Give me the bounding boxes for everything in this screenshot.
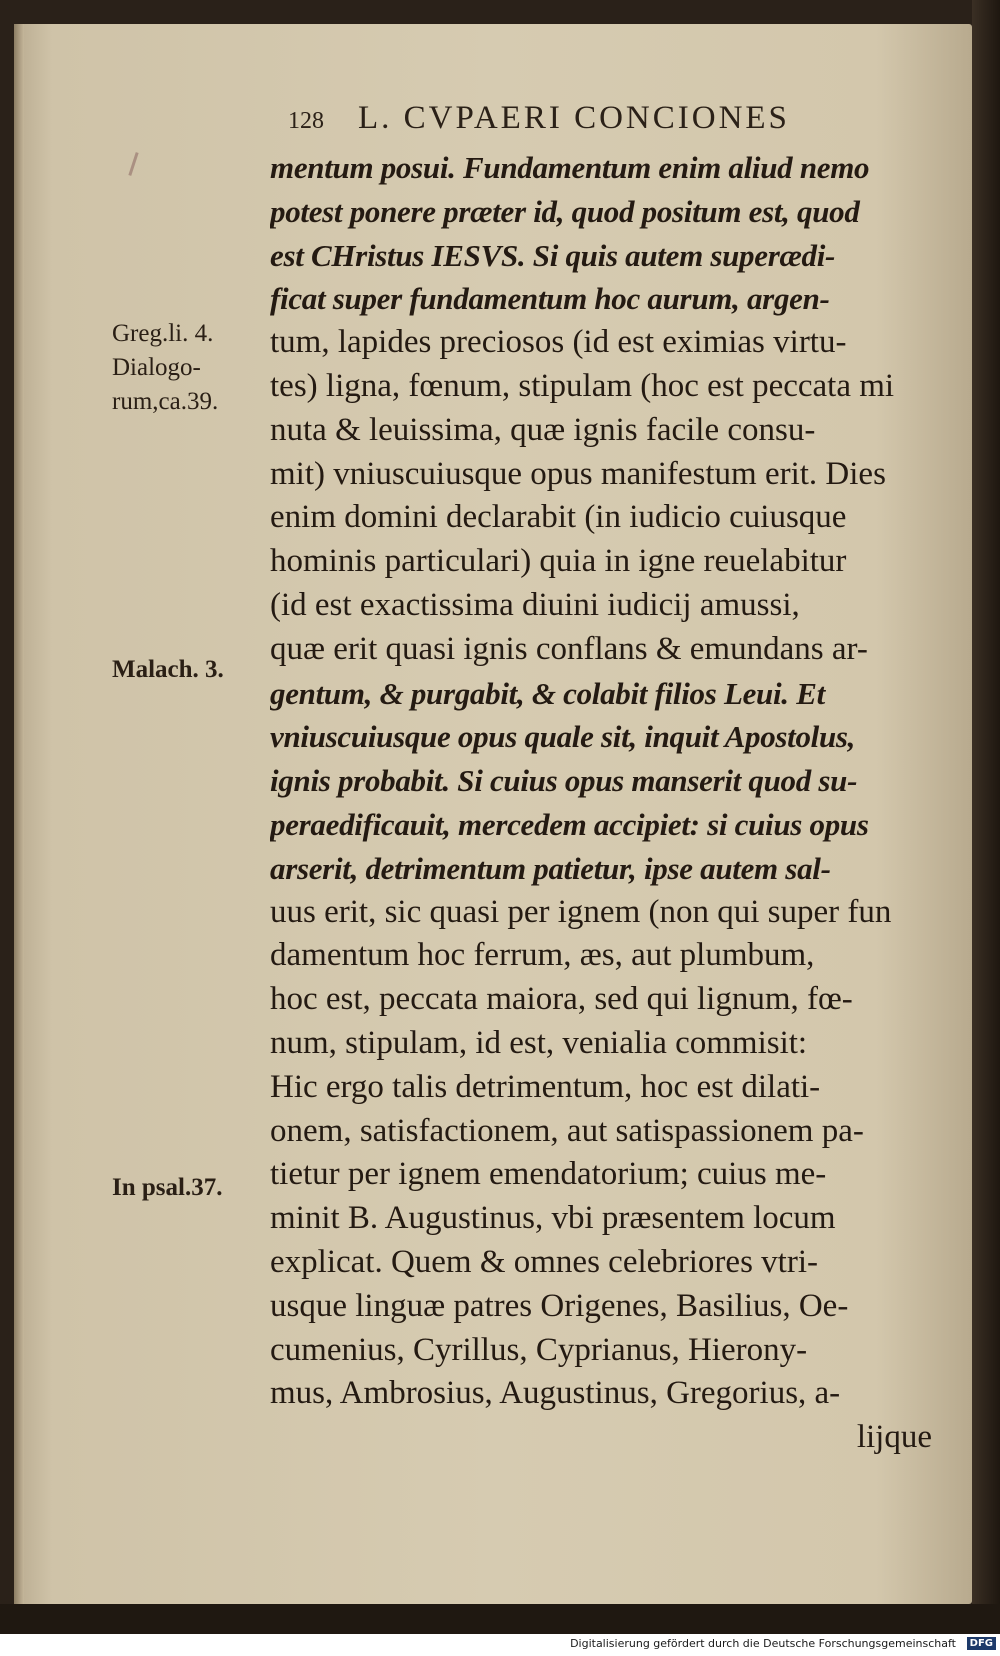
- page-spine-edge: [14, 24, 24, 1604]
- text-line: hoc est, peccata maiora, sed qui lignum, fœ-: [270, 981, 853, 1018]
- margin-note-malach: Malach. 3.: [112, 656, 224, 683]
- text-line: mus, Ambrosius, Augustinus, Gregorius, a-: [270, 1375, 841, 1412]
- text-line: enim domini declarabit (in iudicio cuiusque: [270, 499, 847, 536]
- margin-note-rum: rum,ca.39.: [112, 388, 219, 415]
- main-text-block: [270, 146, 950, 1460]
- text-line: arserit, detrimentum patietur, ipse autem sal-: [270, 850, 831, 886]
- digitization-credit: Digitalisierung gefördert durch die Deutsche Forschungsgemeinschaft: [566, 1636, 960, 1651]
- text-line: onem, satisfactionem, aut satispassionem pa-: [270, 1112, 864, 1149]
- text-line: tietur per ignem emendatorium; cuius me-: [270, 1156, 827, 1193]
- text-line: tes) ligna, fœnum, stipulam (hoc est peccata mi: [270, 367, 895, 404]
- page-number: 128: [288, 108, 324, 134]
- text-line: uus erit, sic quasi per ignem (non qui super fun: [270, 893, 892, 930]
- bottom-edge: [0, 1604, 1000, 1634]
- text-line: gentum, & purgabit, & colabit filios Leui. Et: [270, 675, 825, 711]
- text-line: explicat. Quem & omnes celebriores vtri-: [270, 1243, 818, 1280]
- running-title: L. CVPAERI CONCIONES: [358, 100, 790, 136]
- text-line: hominis particulari) quia in igne reuelabitur: [270, 543, 847, 580]
- text-line: cumenius, Cyrillus, Cyprianus, Hierony-: [270, 1331, 808, 1368]
- text-line: (id est exactissima diuini iudicij amussi,: [270, 586, 800, 623]
- text-line: ignis probabit. Si cuius opus manserit quod su-: [270, 763, 858, 799]
- dfg-logo: DFG: [967, 1637, 996, 1650]
- text-line: nuta & leuissima, quæ ignis facile consu-: [270, 411, 816, 448]
- text-line: ficat super fundamentum hoc aurum, argen-: [270, 281, 830, 317]
- text-line: num, stipulam, id est, venialia commisit:: [270, 1024, 808, 1061]
- text-line: peraedificauit, mercedem accipiet: si cuius opus: [270, 806, 869, 842]
- text-line: est CHristus IESVS. Si quis autem superædi-: [270, 237, 836, 273]
- text-line: Hic ergo talis detrimentum, hoc est dilati-: [270, 1068, 821, 1105]
- margin-note-psal: In psal.37.: [112, 1174, 223, 1201]
- text-line: tum, lapides preciosos (id est eximias virtu-: [270, 324, 847, 361]
- right-gutter: [972, 0, 1000, 1656]
- text-line: damentum hoc ferrum, æs, aut plumbum,: [270, 937, 815, 974]
- text-line: potest ponere præter id, quod positum est, quod: [270, 193, 860, 229]
- running-header: [288, 100, 790, 137]
- text-line: vniuscuiusque opus quale sit, inquit Apostolus,: [270, 719, 856, 755]
- margin-note-dialogo: Dialogo-: [112, 354, 201, 381]
- text-line: quæ erit quasi ignis conflans & emundans ar-: [270, 630, 868, 667]
- text-line-catchword: lijque: [856, 1419, 932, 1456]
- text-line: usque linguæ patres Origenes, Basilius, Oe-: [270, 1287, 849, 1324]
- text-line: mentum posui. Fundamentum enim aliud nemo: [270, 150, 870, 185]
- text-line: minit B. Augustinus, vbi præsentem locum: [270, 1200, 836, 1237]
- text-line: mit) vniuscuiusque opus manifestum erit. Dies: [270, 455, 886, 492]
- margin-note-greg: Greg.li. 4.: [112, 320, 214, 347]
